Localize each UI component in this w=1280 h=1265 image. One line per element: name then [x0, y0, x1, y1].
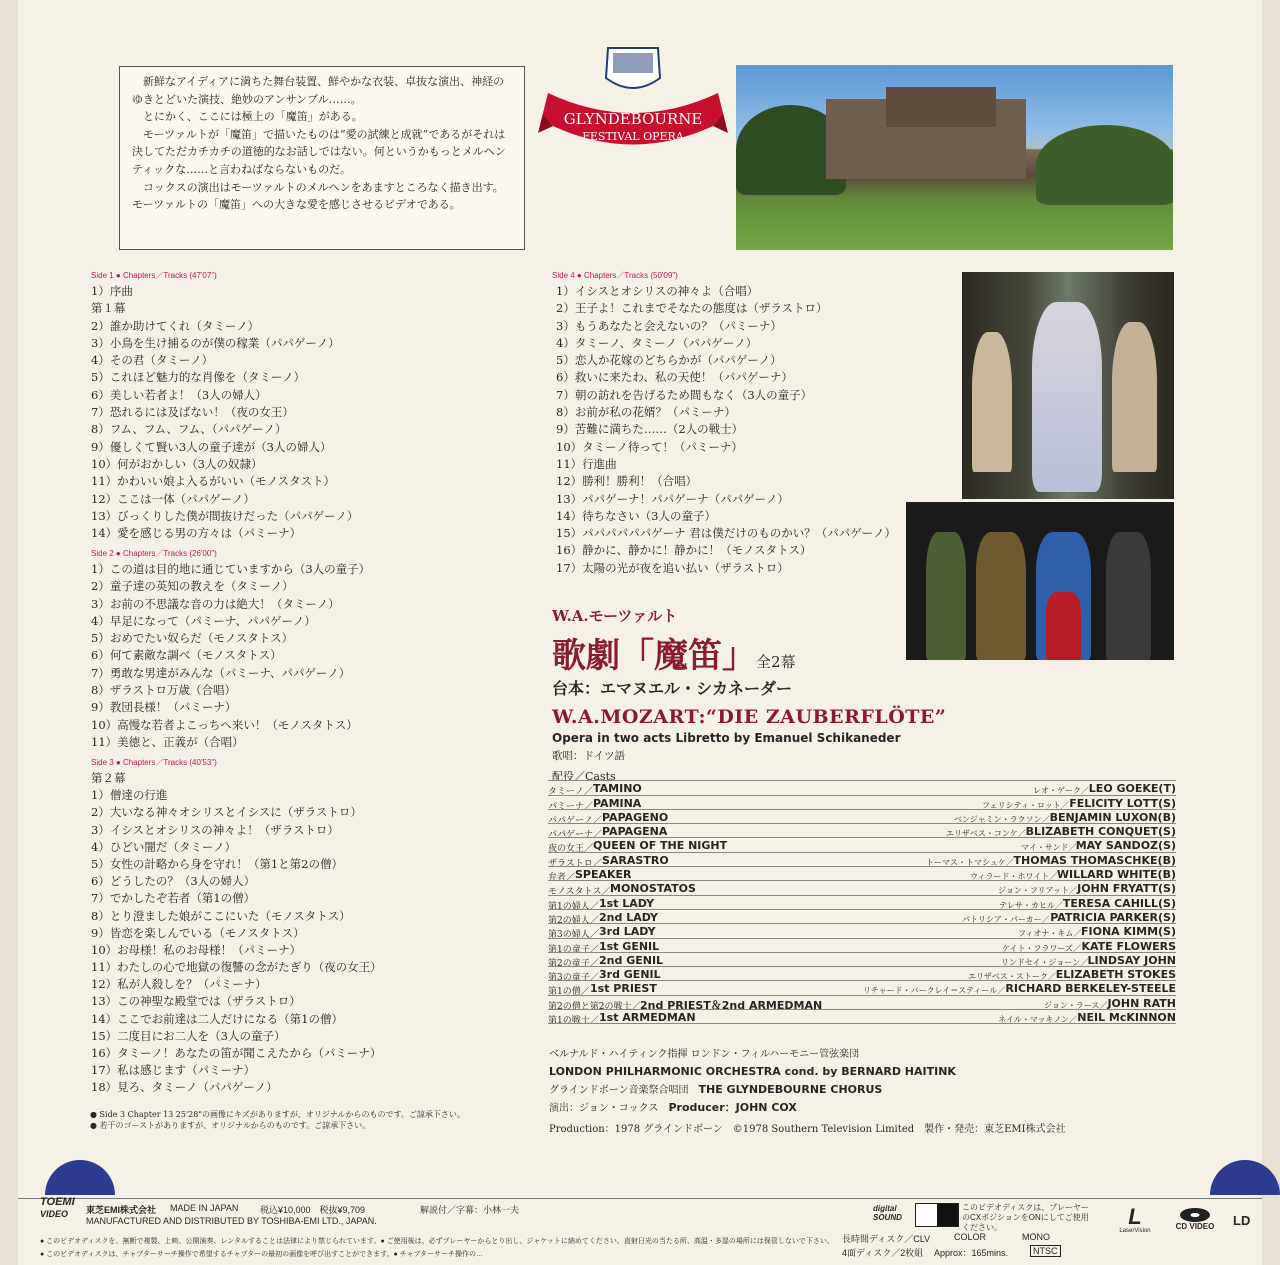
intro-paragraph: 新鮮なアイディアに満ちた舞台装置、鮮やかな衣装、卓抜な演出、神経のゆきとどいた演技、絶妙のアンサンブル……。: [132, 75, 505, 106]
conductor-ja: ベルナルド・ハイティンク指揮 ロンドン・フィルハーモニー管弦楽団: [549, 1049, 860, 1060]
opera-subtitle-en: Opera in two acts Libretto by Emanuel Schikaneder: [552, 731, 901, 745]
track: 5）おめでたい奴らだ（モノスタトス）: [91, 631, 294, 646]
cast-row: [548, 897, 1176, 911]
track: 3）イシスとオシリスの神々よ！（ザラストロ）: [91, 822, 339, 837]
toemi-video-logo: [40, 1196, 82, 1226]
role-en: 3rd GENIL: [599, 968, 661, 982]
role-ja: モノスタトス／: [548, 887, 611, 898]
track: 13）びっくりした僕が間抜けだった（パパゲーノ）: [91, 508, 359, 523]
cast-row: [548, 839, 1176, 853]
runtime: Approx：165mins.: [934, 1248, 1009, 1258]
orchestra-en: LONDON PHILHARMONIC ORCHESTRA cond. by BERNARD HAITINK: [549, 1065, 956, 1078]
actor-ja: テレサ・カヒル／: [999, 900, 1063, 910]
track: 11）行進曲: [556, 456, 617, 471]
role-ja: 第2の婦人／: [548, 915, 599, 926]
side4-track-list: [556, 283, 896, 577]
logo-bottom: VIDEO: [40, 1209, 69, 1219]
actor-ja: ネイル・マッキノン／: [998, 1015, 1078, 1025]
track: 8）フム、フム、フム、（パパゲーノ）: [91, 422, 287, 437]
track: 3）もうあなたと会えないの？（パミーナ）: [556, 318, 782, 333]
actor-en: LINDSAY JOHN: [1087, 953, 1176, 967]
side2-header: Side 2 ● Chapters／Tracks (26'00"): [91, 549, 217, 558]
intro-box: [119, 66, 525, 250]
logo-top: TOEMI: [40, 1196, 75, 1208]
role-ja: タミーノ／: [548, 787, 593, 798]
act-heading: 第１幕: [91, 301, 126, 316]
actor-ja: エリザベス・コンケ／: [946, 829, 1026, 839]
cast-row: [548, 1011, 1176, 1025]
director-ja: 演出：ジョン・コックス: [549, 1103, 659, 1114]
track: 4）タミーノ、タミーノ（パパゲーノ）: [556, 335, 758, 350]
producer-en: Producer：JOHN COX: [668, 1101, 797, 1114]
actor-ja: ジョン・フリアット／: [998, 886, 1077, 896]
role-ja: 第1の童子／: [548, 944, 599, 955]
side1-track-list: [91, 283, 358, 542]
side1-header: Side 1 ● Chapters／Tracks (47'07"): [91, 271, 217, 280]
track: 7）勇敢な男達がみんな（パミーナ、パパゲーノ）: [91, 665, 351, 680]
warning-text: ● このビデオディスクを、無断で複製、上映、公開演奏、レンタルすることは法律により禁じられています。● ご使用後は、必ずプレーヤーからとり出し、ジャケットに納めてください。直射日光の当たる所、高温・多湿の場所には保管しないで下さい。: [40, 1238, 834, 1245]
chorus-en: THE GLYNDEBOURNE CHORUS: [698, 1083, 883, 1096]
laservision-text: LaserVision: [1119, 1228, 1151, 1234]
note: ● 若干のゴーストがありますが、オリジナルからのものです。ご諒承下さい。: [90, 1121, 371, 1130]
actor-ja: ベンジャミン・ラクソン／: [954, 814, 1050, 824]
laservision-logo: [1115, 1206, 1155, 1234]
cast-row: [548, 982, 1176, 996]
role-en: 2nd PRIEST＆2nd ARMEDMAN: [640, 998, 823, 1012]
notes: [90, 1109, 465, 1131]
side3-header: Side 3 ● Chapters／Tracks (40'53"): [91, 758, 217, 767]
actor-ja: ケイト・フラワーズ／: [1002, 943, 1082, 953]
side2-track-list: [91, 561, 370, 751]
role-en: PAMINA: [593, 796, 642, 810]
stage-photo-pamina: [962, 272, 1174, 499]
role-ja: パパゲーナ／: [548, 830, 603, 841]
actor-en: PATRICIA PARKER(S): [1050, 910, 1176, 924]
role-en: 1st ARMEDMAN: [599, 1011, 696, 1025]
mono: MONO: [1022, 1232, 1050, 1242]
track: 9）皆恋を楽しんでいる（モノスタトス）: [91, 925, 305, 940]
track: 1）この道は目的地に通じていますから（3人の童子）: [91, 562, 371, 576]
actor-ja: エリザベス・ストーク／: [968, 972, 1056, 982]
actor-ja: ジョン・ラース／: [1044, 1000, 1108, 1010]
actor-ja: フィオナ・キム／: [1018, 929, 1082, 939]
role-en: 2nd LADY: [599, 910, 659, 924]
cast-row: [548, 968, 1176, 982]
spine-notch-left: [45, 1160, 115, 1195]
actor-en: JOHN FRYATT(S): [1077, 882, 1176, 896]
role-ja: ザラストロ／: [548, 858, 602, 869]
track: 11）かわいい娘よ入るがいい（モノスタスト）: [91, 474, 336, 489]
right-edge: [1262, 0, 1280, 1265]
role-en: TAMINO: [593, 782, 642, 796]
track: 10）何がおかしい（3人の奴隷）: [91, 456, 263, 471]
actor-en: KATE FLOWERS: [1081, 939, 1176, 953]
cast-row: [548, 882, 1176, 896]
track: 16）静かに、静かに！静かに！（モノスタトス）: [556, 543, 812, 558]
track: 6）どうしたの？（3人の婦人）: [91, 874, 256, 889]
role-ja: 弁者／: [548, 873, 576, 884]
track: 9）苦難に満ちた……（2人の戦士）: [556, 422, 744, 437]
actor-en: BENJAMIN LUXON(B): [1049, 810, 1176, 824]
track: 12）ここは一体（パパゲーノ）: [91, 491, 255, 506]
cd-video-text: CD VIDEO: [1175, 1222, 1215, 1231]
role-ja: 第1の戦士／: [548, 1016, 599, 1027]
side3-track-list: [91, 770, 382, 1097]
warning-text: ● このビデオディスクは、チャプターサーチ操作で希望するチャプターの最初の画像を呼び出すことができます。● チャプターサーチ操作の…: [40, 1251, 483, 1258]
track: 13）パパゲーナ！パパゲーナ（パパゲーノ）: [556, 491, 789, 506]
color: COLOR: [954, 1232, 987, 1242]
intro-paragraph: コックスの演出はモーツァルトのメルヘンをあますところなく描き出す。モーツァルトの「魔笛」への大きな愛を感じさせるビデオである。: [132, 180, 504, 212]
track: 5）これほど魅力的な肖像を（タミーノ）: [91, 370, 306, 385]
role-ja: 第2の童子／: [548, 958, 599, 969]
role-en: 1st LADY: [599, 896, 655, 910]
glyndebourne-house-photo: [736, 65, 1173, 250]
track: 3）小鳥を生け捕るのが僕の稼業（パパゲーノ）: [91, 335, 340, 350]
composer-ja: W.A.モーツァルト: [552, 607, 678, 625]
track: 11）わたしの心で地獄の復讐の念がたぎり（夜の女王）: [91, 960, 382, 975]
track: 2）童子達の英知の教えを（タミーノ）: [91, 579, 294, 594]
track: 14）待ちなさい（3人の童子）: [556, 508, 716, 523]
track: 11）美徳と、正義が（合唱）: [91, 734, 244, 749]
track: 2）王子よ！これまでそなたの態度は（ザラストロ）: [556, 301, 828, 316]
actor-en: BLIZABETH CONQUET(S): [1025, 825, 1176, 839]
manufactured-by: MANUFACTURED AND DISTRIBUTED BY TOSHIBA-EMI LTD., JAPAN.: [86, 1216, 377, 1226]
chorus-ja: グラインドボーン音楽祭合唱団: [549, 1085, 689, 1096]
cast-row: [548, 782, 1176, 796]
act-heading: 第２幕: [91, 771, 126, 785]
role-ja: パパゲーノ／: [548, 815, 602, 826]
actor-ja: マイ・サンド／: [1021, 843, 1077, 853]
track: 17）太陽の光が夜を追い払い（ザラストロ）: [556, 560, 789, 575]
track: 1）イシスとオシリスの神々よ（合唱）: [556, 284, 759, 298]
actor-en: RICHARD BERKELEY-STEELE: [1005, 982, 1176, 996]
track: 10）タミーノ待って！（パミーナ）: [556, 439, 743, 454]
note: ● Side 3 Chapter 13 25'28"の画像にキズがありますが、オリジナルからのものです。ご諒承下さい。: [90, 1110, 465, 1119]
role-en: PAPAGENO: [602, 810, 669, 824]
actor-en: TERESA CAHILL(S): [1062, 896, 1176, 910]
track: 6）何て素敵な調べ（モノスタトス）: [91, 648, 282, 663]
track: 6）救いに来たわ、私の天使！（パパゲーナ）: [556, 370, 793, 385]
track: 4）ひどい闇だ（タミーノ）: [91, 839, 237, 854]
crest-line2: FESTIVAL OPERA: [582, 130, 684, 143]
actor-ja: レオ・ゲーク／: [1033, 786, 1089, 796]
actor-ja: リンドセイ・ジョーン／: [1001, 957, 1089, 967]
lv-mark-icon: L: [1128, 1204, 1142, 1229]
actor-ja: パトリシア・パーカー／: [962, 914, 1050, 924]
actor-en: FELICITY LOTT(S): [1069, 796, 1176, 810]
stage-photo-ensemble: [906, 502, 1174, 660]
credits: [549, 1046, 956, 1117]
track: 8）ザラストロ万歳（合唱）: [91, 683, 236, 698]
actor-en: FIONA KIMM(S): [1081, 925, 1176, 939]
opera-title-en: W.A.MOZART:“DIE ZAUBERFLÖTE”: [552, 706, 947, 728]
track: 2）大いなる神々オシリスとイシスに（ザラストロ）: [91, 805, 362, 820]
glyndebourne-crest-logo: [538, 38, 728, 158]
track: 14）ここでお前達は二人だけになる（第1の僧）: [91, 1011, 343, 1026]
track: 1）僧達の行進: [91, 788, 168, 803]
long-play: 長時間ディスク／CLV: [842, 1234, 931, 1244]
role-en: 2nd GENIL: [599, 953, 664, 967]
role-ja: 第2の僧と第2の戦士／: [548, 1001, 641, 1012]
digital-sound-logo: [873, 1204, 907, 1222]
actor-en: NEIL McKINNON: [1077, 1011, 1176, 1025]
actor-en: ELIZABETH STOKES: [1055, 968, 1176, 982]
track: 5）恋人か花嫁のどちらかが（パパゲーノ）: [556, 353, 782, 368]
actor-ja: フェリシティ・ロット／: [982, 800, 1069, 810]
cast-row: [548, 925, 1176, 939]
actor-ja: トーマス・トマシュケ／: [926, 857, 1014, 867]
track: 15）二度目にお二人を（3人の童子）: [91, 1028, 286, 1043]
actor-en: WILLARD WHITE(B): [1056, 868, 1176, 882]
track: 9）優しくて賢い3人の童子達が（3人の婦人）: [91, 439, 332, 454]
actor-ja: リチャード・バークレイ＝スティール／: [863, 986, 1006, 996]
role-en: 1st GENIL: [599, 939, 660, 953]
intro-paragraph: モーツァルトが「魔笛」で描いたものは“愛の試練と成就”であるがそれは決してただカチカチの道徳的なお話しではない。何というかもっとメルヘンティックな……と言わねばならないものだ。: [132, 127, 506, 176]
cast-row: [548, 797, 1176, 811]
opera-title-ja-text: 歌劇「魔笛」: [552, 636, 756, 676]
role-en: 3rd LADY: [599, 925, 656, 939]
role-en: PAPAGENA: [602, 825, 668, 839]
cast-row: [548, 911, 1176, 925]
left-edge: [0, 0, 18, 1265]
cast-row: [548, 997, 1176, 1011]
track: 8）お前が私の花婿？（パミーナ）: [556, 405, 736, 420]
track: 10）お母様！私のお母様！（パミーナ）: [91, 942, 302, 957]
acts-ja: 全2幕: [756, 653, 796, 671]
track: 6）美しい若者よ！（3人の婦人）: [91, 387, 267, 402]
cast-header: [548, 768, 1176, 782]
track: 4）その君（タミーノ）: [91, 353, 214, 368]
actor-en: MAY SANDOZ(S): [1075, 839, 1176, 853]
price: 税込¥10,000 税抜¥9,709: [260, 1205, 366, 1215]
actor-en: THOMAS THOMASCHKE(B): [1013, 853, 1176, 867]
track: 15）パパパパパパゲーナ 君は僕だけのものかい？（パパゲーノ）: [556, 526, 897, 541]
track: 12）勝利！勝利！（合唱）: [556, 474, 698, 489]
role-ja: パミーナ／: [548, 801, 594, 812]
track: 3）お前の不思議な音の力は絶大！（タミーノ）: [91, 596, 340, 611]
track: 10）高慢な若者よこっちへ来い！（モノスタトス）: [91, 717, 358, 732]
track: 5）女性の計略から身を守れ！（第1と第2の僧）: [91, 856, 343, 871]
cast-heading: 配役／Casts: [552, 770, 616, 783]
cast-row: [548, 825, 1176, 839]
cd-video-logo: [1163, 1208, 1227, 1231]
track: 18）見ろ、タミーノ（パパゲーノ）: [91, 1080, 278, 1095]
role-ja: 第1の婦人／: [548, 901, 599, 912]
track: 8）とり澄ました娘がここにいた（モノスタトス）: [91, 908, 351, 923]
crest-line1: GLYNDEBOURNE: [563, 110, 703, 128]
company-name: 東芝EMI株式会社: [86, 1205, 157, 1215]
track: 2）誰か助けてくれ（タミーノ）: [91, 318, 260, 333]
cast-row: [548, 868, 1176, 882]
made-in-japan: MADE IN JAPAN: [170, 1203, 239, 1213]
actor-ja: ウィラード・ホワイト／: [970, 872, 1058, 882]
role-en: SARASTRO: [602, 853, 669, 867]
role-en: 1st PRIEST: [590, 982, 657, 996]
ld-mark: LD: [1233, 1213, 1251, 1228]
track: 4）早足になって（パミーナ、パパゲーノ）: [91, 613, 316, 628]
track: 7）でかしたぞ若者（第1の僧）: [91, 891, 256, 906]
language: 歌唱：ドイツ語: [552, 750, 625, 762]
side4-header: Side 4 ● Chapters／Tracks (50'09"): [552, 271, 678, 280]
production-line: Production：1978 グラインドボーン ©1978 Southern Television Limited 製作・発売：東芝EMI株式会社: [549, 1124, 1066, 1135]
track: 14）愛を感じる男の方々は（パミーナ）: [91, 526, 302, 541]
cast-row: [548, 954, 1176, 968]
track: 1）序曲: [91, 284, 133, 298]
track: 17）私は感じます（パミーナ）: [91, 1063, 256, 1078]
track: 16）タミーノ！あなたの笛が聞こえたから（パミーナ）: [91, 1046, 382, 1060]
role-ja: 夜の女王／: [548, 844, 594, 855]
role-ja: 第3の童子／: [548, 973, 599, 984]
role-ja: 第3の婦人／: [548, 930, 599, 941]
libretto-ja: 台本：エマヌエル・シカネーダー: [552, 679, 793, 698]
digital-sound-text: digital SOUND: [873, 1204, 902, 1222]
cast-row: [548, 811, 1176, 825]
track: 9）教団長様！（パミーナ）: [91, 700, 237, 715]
track: 7）恐れるには及ばない！（夜の女王）: [91, 405, 294, 420]
role-en: QUEEN OF THE NIGHT: [593, 839, 728, 853]
commentary: 解説付／字幕：小林一夫: [420, 1205, 520, 1215]
intro-paragraph: とにかく、ここには極上の「魔笛」がある。: [143, 110, 363, 124]
disc-icon: [1180, 1208, 1210, 1222]
actor-en: LEO GOEKE(T): [1088, 782, 1176, 796]
cast-table: [548, 768, 1176, 1025]
role-en: MONOSTATOS: [610, 882, 696, 896]
ntsc: NTSC: [1030, 1245, 1061, 1257]
cast-row: [548, 940, 1176, 954]
role-en: SPEAKER: [575, 868, 632, 882]
track: 12）私が人殺しを？（パミーナ）: [91, 977, 267, 992]
role-ja: 第1の僧／: [548, 987, 590, 998]
discs: 4面ディスク／2枚組: [842, 1248, 924, 1258]
track: 13）この神聖な殿堂では（ザラストロ）: [91, 994, 301, 1009]
track: 7）朝の訪れを告げるため間もなく（3人の童子）: [556, 387, 813, 402]
actor-en: JOHN RATH: [1107, 996, 1176, 1010]
cx-note: このビデオディスクは、プレーヤーのCXポジションをONにしてご使用ください。: [962, 1203, 1089, 1232]
opera-title-ja: [552, 628, 796, 677]
cast-row: [548, 854, 1176, 868]
cx-icon: [915, 1203, 959, 1227]
